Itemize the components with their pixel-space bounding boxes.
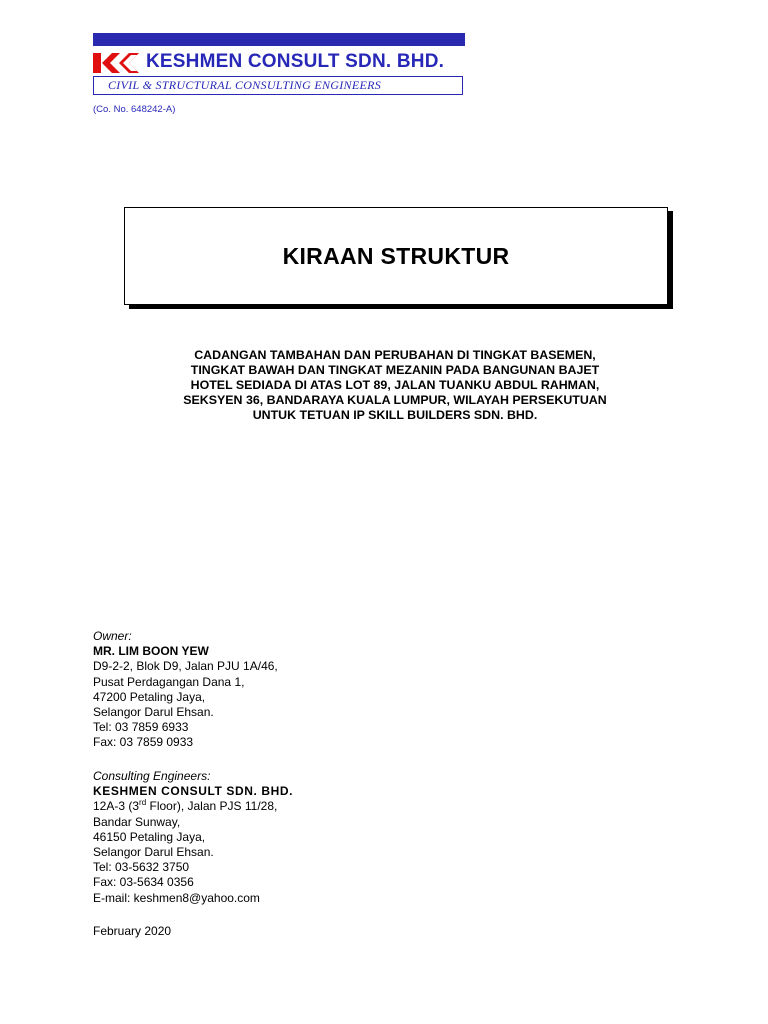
engineers-tel: Tel: 03-5632 3750 [93, 860, 190, 875]
engineers-address-line: Bandar Sunway, [93, 814, 181, 829]
owner-label: Owner: [93, 629, 132, 643]
project-line: HOTEL SEDIADA DI ATAS LOT 89, JALAN TUANKU ABDUL RAHMAN, [190, 378, 600, 392]
title-box [124, 207, 668, 305]
letterhead-bar [93, 33, 465, 46]
engineers-fax: Fax: 03-5634 0356 [93, 875, 194, 890]
project-line: SEKSYEN 36, BANDARAYA KUALA LUMPUR, WILAYAH PERSEKUTUAN [183, 393, 607, 407]
project-line: CADANGAN TAMBAHAN DAN PERUBAHAN DI TINGKAT BASEMEN, [194, 348, 596, 362]
engineers-address-line: Selangor Darul Ehsan. [93, 845, 214, 860]
engineers-address-line [93, 799, 293, 814]
engineers-address-sup: rd [139, 798, 147, 808]
document-title: KIRAAN STRUKTUR [282, 243, 510, 269]
engineers-address-suffix: Floor), Jalan PJS 11/28, [146, 799, 278, 814]
project-description [150, 348, 640, 423]
company-name: KESHMEN CONSULT SDN. BHD. [146, 51, 445, 72]
owner-address-line: 47200 Petaling Jaya, [93, 689, 206, 704]
kc-logo-icon [93, 53, 143, 73]
engineers-block [93, 769, 293, 906]
engineers-address-line: 46150 Petaling Jaya, [93, 829, 206, 844]
owner-tel: Tel: 03 7859 6933 [93, 720, 189, 735]
project-line: TINGKAT BAWAH DAN TINGKAT MEZANIN PADA BANGUNAN BAJET [190, 363, 600, 377]
company-registration-number: (Co. No. 648242-A) [93, 104, 176, 115]
owner-block [93, 629, 278, 751]
owner-address-line: D9-2-2, Blok D9, Jalan PJU 1A/46, [93, 659, 278, 674]
engineers-address-prefix: 12A-3 (3 [93, 799, 140, 814]
project-line: UNTUK TETUAN IP SKILL BUILDERS SDN. BHD. [252, 408, 538, 422]
owner-fax: Fax: 03 7859 0933 [93, 735, 194, 750]
engineers-label: Consulting Engineers: [93, 769, 211, 783]
engineers-name: KESHMEN CONSULT SDN. BHD. [93, 784, 294, 799]
document-date: February 2020 [93, 924, 172, 938]
owner-name: MR. LIM BOON YEW [93, 644, 209, 659]
owner-address-line: Pusat Perdagangan Dana 1, [93, 674, 245, 689]
owner-address-line: Selangor Darul Ehsan. [93, 705, 214, 720]
company-tagline: CIVIL & STRUCTURAL CONSULTING ENGINEERS [108, 78, 382, 92]
engineers-email: E-mail: keshmen8@yahoo.com [93, 890, 260, 905]
